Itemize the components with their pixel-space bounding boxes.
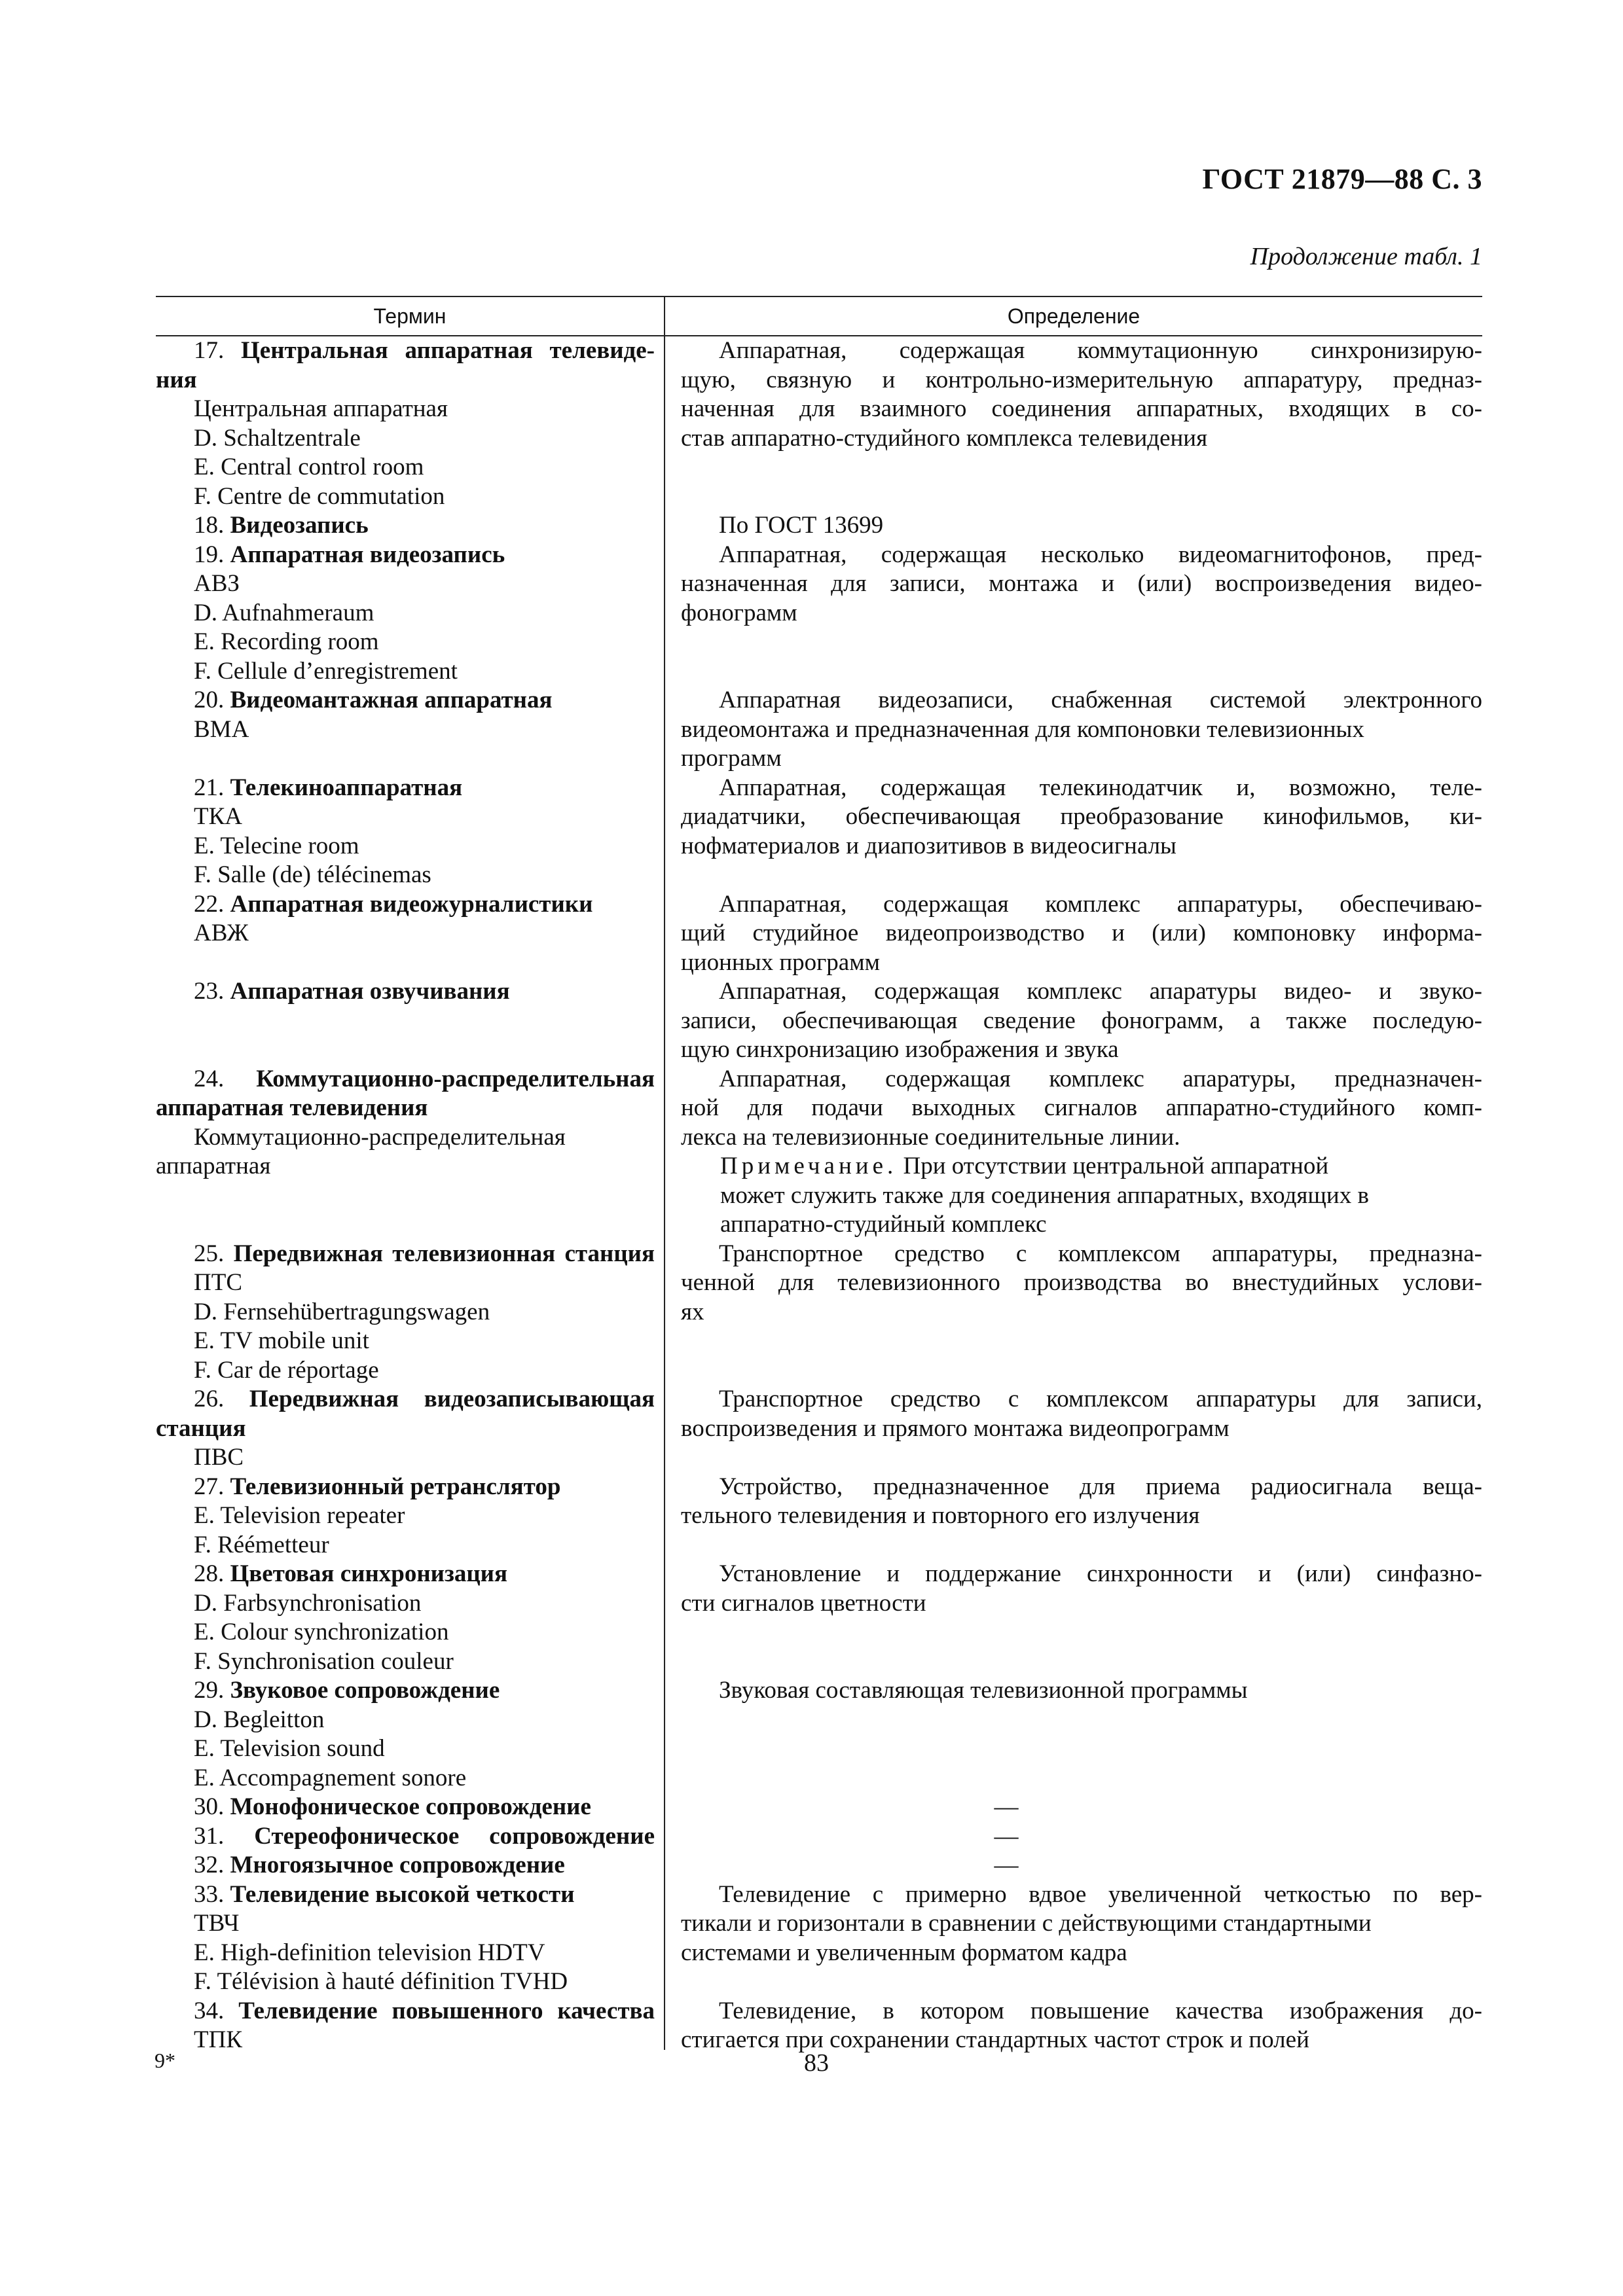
term-synonym: E. Television sound	[194, 1735, 385, 1762]
term-number: 21.	[194, 774, 230, 801]
term-title	[156, 1473, 655, 1502]
term-number: 34.	[194, 1997, 239, 2024]
term-cell	[156, 1473, 664, 1560]
definition-line: Аппаратная, содержащая телекинодатчик и, возможно, теле-	[719, 774, 1482, 801]
term-number: 24.	[194, 1065, 257, 1092]
definition-line: щий студийное видеопроизводство и (или) компоновку информа-	[681, 920, 1482, 946]
term-number: 28.	[194, 1560, 230, 1587]
term-cell	[156, 977, 664, 1065]
term-name: Телевидение высокой четкости	[230, 1880, 575, 1908]
term-number: 33.	[194, 1880, 230, 1908]
term-title	[156, 1240, 655, 1269]
term-synonym: F. Centre de commutation	[194, 482, 445, 510]
term-synonym: E. Recording room	[194, 628, 379, 655]
definition-dash: —	[994, 1793, 1019, 1820]
term-synonym: Центральная аппаратная	[194, 395, 448, 422]
term-cell	[156, 1676, 664, 1793]
definition-cell	[664, 686, 1482, 774]
term-title	[156, 1880, 655, 1910]
definition-line	[681, 861, 1482, 890]
definition-cell	[664, 1851, 1482, 1880]
term-synonym	[156, 1007, 655, 1036]
term-cell	[156, 774, 664, 890]
table-row	[156, 686, 1482, 774]
term-synonym	[156, 948, 655, 978]
definition-line: Аппаратная, содержащая коммутационную синхронизирую-	[719, 337, 1482, 364]
table-header-row	[156, 297, 1482, 336]
term-name: Монофоническое сопровождение	[230, 1793, 591, 1820]
term-cell	[156, 1793, 664, 1822]
term-synonym	[156, 1210, 655, 1240]
term-title	[156, 977, 655, 1007]
definition-line: фонограмм	[681, 599, 797, 626]
term-cell	[156, 890, 664, 978]
term-title	[156, 1385, 655, 1414]
term-name: Многоязычное сопровождение	[230, 1852, 565, 1878]
table-row	[156, 1997, 1482, 2055]
note-line: может служить также для соединения аппаратных, входящих в	[720, 1181, 1369, 1209]
term-name-continued: ния	[156, 366, 197, 393]
table-continuation-label: Продолжение табл. 1	[1250, 243, 1482, 270]
definition-line: сти сигналов цветности	[681, 1589, 926, 1617]
term-synonym: D. Farbsynchronisation	[194, 1589, 422, 1617]
definition-cell	[664, 336, 1482, 511]
definition-line: Транспортное средство с комплексом аппаратуры, предназна-	[719, 1240, 1482, 1267]
table-row	[156, 1793, 1482, 1822]
definition-line	[681, 628, 1482, 657]
definition-line: нофматериалов и диапозитивов в видеосигналы	[681, 832, 1176, 859]
term-synonym: D. Begleitton	[194, 1706, 325, 1733]
term-title	[156, 774, 655, 803]
definition-line: назначенная для записи, монтажа и (или) воспроизведения видео-	[681, 570, 1482, 597]
table-row	[156, 1385, 1482, 1473]
term-title	[156, 511, 655, 541]
definition-line: видеомонтажа и предназначенная для компоновки телевизионных	[681, 715, 1364, 743]
term-name: Передвижная видеозаписывающая	[249, 1386, 655, 1412]
definition-cell	[664, 1676, 1482, 1793]
definition-line: системами и увеличенным форматом кадра	[681, 1939, 1127, 1966]
term-name: Звуковое сопровождение	[230, 1677, 500, 1704]
page-number: 83	[804, 2049, 829, 2077]
term-synonym: F. Réémetteur	[194, 1531, 329, 1558]
definition-line: тикали и горизонтали в сравнении с действующими стандартными	[681, 1910, 1372, 1937]
term-title	[156, 1822, 655, 1852]
definition-line	[681, 1734, 1482, 1764]
term-name: Цветовая синхронизация	[230, 1560, 507, 1587]
term-name: Телекиноаппаратная	[230, 774, 463, 801]
definition-line: Телевидение с примерно вдвое увеличенной четкостью по вер-	[719, 1880, 1482, 1908]
term-synonym: АВЗ	[194, 570, 240, 597]
term-title	[156, 1676, 655, 1706]
definition-line	[681, 1764, 1482, 1793]
definition-cell	[664, 1240, 1482, 1386]
definition-cell	[664, 1385, 1482, 1473]
definition-line	[681, 657, 1482, 687]
term-synonym: АВЖ	[194, 920, 249, 946]
table-row	[156, 1822, 1482, 1852]
term-number: 17.	[194, 337, 241, 364]
definition-line: ях	[681, 1298, 704, 1325]
term-synonym: ТКА	[194, 803, 242, 830]
term-name: Стереофоническое сопровождение	[254, 1822, 655, 1850]
definition-line: Телевидение, в котором повышение качества изображения до-	[719, 1997, 1482, 2024]
term-synonym: F. Télévision à hauté définition TVHD	[194, 1968, 568, 1995]
definition-line: Устройство, предназначенное для приема радиосигнала веща-	[719, 1473, 1482, 1500]
definition-line: Транспортное средство с комплексом аппаратуры для записи,	[719, 1386, 1482, 1412]
definition-line: Аппаратная, содержащая комплекс апаратуры, предназначен-	[719, 1065, 1482, 1092]
term-number: 19.	[194, 541, 230, 568]
table-row	[156, 1240, 1482, 1386]
term-number: 18.	[194, 512, 230, 539]
term-name: Телевизионный ретранслятор	[230, 1473, 561, 1500]
term-title	[156, 1851, 655, 1880]
column-header-definition: Определение	[1007, 304, 1140, 328]
term-synonym: E. Television repeater	[194, 1502, 405, 1529]
term-synonym	[156, 1181, 655, 1211]
term-name: Аппаратная озвучивания	[230, 978, 510, 1005]
table-row	[156, 890, 1482, 978]
definition-line: По ГОСТ 13699	[719, 512, 884, 539]
term-number: 23.	[194, 978, 230, 1005]
definition-line	[681, 1618, 1482, 1647]
definition-line: Установление и поддержание синхронности и (или) синфазно-	[719, 1560, 1482, 1587]
definition-line: Аппаратная видеозаписи, снабженная системой электронного	[719, 687, 1482, 713]
term-synonym: ТПК	[194, 2026, 242, 2053]
definition-cell	[664, 977, 1482, 1065]
term-synonym: E. Accompagnement sonore	[194, 1764, 467, 1791]
term-number: 26.	[194, 1386, 249, 1412]
definition-line: воспроизведения и прямого монтажа видеопрограмм	[681, 1414, 1230, 1442]
term-cell	[156, 511, 664, 541]
definition-cell	[664, 1560, 1482, 1676]
term-cell	[156, 1822, 664, 1852]
definition-line	[681, 1443, 1482, 1473]
definition-line	[681, 1531, 1482, 1560]
term-title	[156, 890, 655, 920]
definition-line	[681, 1967, 1482, 1997]
term-synonym: ВМА	[194, 715, 249, 743]
term-synonym: D. Aufnahmeraum	[194, 599, 374, 626]
term-number: 29.	[194, 1677, 230, 1704]
definition-line	[681, 482, 1482, 512]
term-synonym-continued: аппаратная	[156, 1153, 271, 1179]
table-row	[156, 1560, 1482, 1676]
table-row	[156, 774, 1482, 890]
term-synonym: F. Synchronisation couleur	[194, 1647, 454, 1675]
definition-dash: —	[994, 1822, 1019, 1850]
term-cell	[156, 1880, 664, 1997]
table-row	[156, 541, 1482, 687]
definition-line: ченной для телевизионного производства во внестудийных услови-	[681, 1269, 1482, 1296]
definition-line	[681, 1327, 1482, 1356]
term-synonym	[156, 1035, 655, 1065]
definition-line: диадатчики, обеспечивающая преобразование кинофильмов, ки-	[681, 803, 1482, 830]
term-synonym: ПВС	[194, 1444, 244, 1471]
term-synonym: D. Schaltzentrale	[194, 424, 361, 452]
definition-dash: —	[994, 1852, 1019, 1878]
table-row	[156, 1473, 1482, 1560]
definition-line: став аппаратно-студийного комплекса телевидения	[681, 424, 1208, 452]
term-number: 20.	[194, 687, 230, 713]
term-number: 31.	[194, 1822, 255, 1850]
definition-cell	[664, 1793, 1482, 1822]
table-row	[156, 1880, 1482, 1997]
term-name-continued: аппаратная телевидения	[156, 1094, 428, 1121]
sheet-mark: 9*	[155, 2049, 175, 2072]
definition-line: стигается при сохранении стандартных частот строк и полей	[681, 2026, 1309, 2053]
table-row	[156, 977, 1482, 1065]
term-synonym: E. Colour synchronization	[194, 1619, 449, 1645]
term-number: 25.	[194, 1240, 234, 1267]
column-header-term: Термин	[156, 297, 665, 335]
term-synonym: F. Cellule d’enregistrement	[194, 657, 458, 685]
definition-cell	[664, 1997, 1482, 2055]
definition-line: тельного телевидения и повторного его излучения	[681, 1502, 1200, 1529]
document-header: ГОСТ 21879—88 С. 3	[1202, 163, 1482, 195]
table-row	[156, 511, 1482, 541]
note-label: Примечание.	[720, 1153, 898, 1179]
term-cell	[156, 686, 664, 774]
term-synonym: D. Fernsehübertragungswagen	[194, 1298, 490, 1325]
term-name-continued: станция	[156, 1414, 246, 1442]
table-row	[156, 1065, 1482, 1240]
term-title	[156, 541, 655, 570]
term-title	[156, 686, 655, 715]
term-number: 30.	[194, 1793, 230, 1820]
term-synonym	[156, 744, 655, 774]
term-name: Передвижная телевизионная станция	[233, 1240, 655, 1267]
definition-cell	[664, 1065, 1482, 1240]
term-cell	[156, 1560, 664, 1676]
definition-cell	[664, 1473, 1482, 1560]
definition-line	[681, 453, 1482, 482]
term-number: 27.	[194, 1473, 230, 1500]
term-synonym: E. High-definition television HDTV	[194, 1939, 545, 1966]
term-title	[156, 1997, 655, 2026]
definition-cell	[664, 1880, 1482, 1997]
definition-line: Аппаратная, содержащая комплекс апаратуры видео- и звуко-	[719, 978, 1482, 1005]
term-title	[156, 1560, 655, 1589]
definition-cell	[664, 890, 1482, 978]
table-body	[156, 336, 1482, 2053]
term-name: Видеозапись	[230, 512, 369, 539]
term-cell	[156, 1851, 664, 1880]
definition-line	[681, 1706, 1482, 1735]
definition-line: щую синхронизацию изображения и звука	[681, 1036, 1119, 1063]
term-cell	[156, 1385, 664, 1473]
definition-line: наченная для взаимного соединения аппаратных, входящих в со-	[681, 395, 1482, 422]
term-number: 22.	[194, 890, 230, 918]
term-cell	[156, 1997, 664, 2055]
definition-line: программ	[681, 745, 782, 772]
table-row	[156, 1851, 1482, 1880]
definition-line: Аппаратная, содержащая комплекс аппаратуры, обеспечиваю-	[719, 890, 1482, 918]
note-line	[681, 1152, 1482, 1181]
term-synonym: E. TV mobile unit	[194, 1327, 369, 1354]
term-title	[156, 1065, 655, 1094]
definition-line	[681, 1647, 1482, 1677]
term-synonym: ТВЧ	[194, 1910, 240, 1937]
definition-line: Аппаратная, содержащая несколько видеомагнитофонов, пред-	[719, 541, 1482, 568]
term-synonym: F. Salle (de) télécinemas	[194, 861, 431, 888]
table-row	[156, 336, 1482, 511]
definition-line	[681, 1356, 1482, 1386]
term-name: Аппаратная видеозапись	[230, 541, 505, 568]
term-name: Центральная аппаратная телевиде-	[241, 337, 655, 364]
table-row	[156, 1676, 1482, 1793]
note-text: При отсутствии центральной аппаратной	[897, 1153, 1329, 1179]
terms-table	[156, 296, 1482, 2053]
term-synonym: ПТС	[194, 1269, 242, 1296]
definition-cell	[664, 1822, 1482, 1852]
column-divider	[664, 336, 665, 2050]
term-title	[156, 336, 655, 366]
term-cell	[156, 541, 664, 687]
term-name: Телевидение повышенного качества	[238, 1997, 655, 2024]
term-name: Аппаратная видеожурналистики	[230, 890, 593, 918]
definition-line: лекса на телевизионные соединительные линии.	[681, 1123, 1180, 1151]
term-cell	[156, 1240, 664, 1386]
term-synonym: E. Telecine room	[194, 832, 359, 859]
term-synonym: F. Car de réportage	[194, 1356, 379, 1384]
definition-line: ционных программ	[681, 948, 881, 976]
term-cell	[156, 1065, 664, 1240]
definition-line: щую, связную и контрольно-измерительную аппаратуру, предназ-	[681, 366, 1482, 393]
definition-line: Звуковая составляющая телевизионной программы	[719, 1677, 1248, 1704]
definition-cell	[664, 511, 1482, 541]
term-cell	[156, 336, 664, 511]
definition-cell	[664, 774, 1482, 890]
definition-line: записи, обеспечивающая сведение фонограмм, а также последую-	[681, 1007, 1482, 1034]
definition-cell	[664, 541, 1482, 687]
term-name: Видеомантажная аппаратная	[230, 687, 553, 713]
term-title	[156, 1793, 655, 1822]
term-name: Коммутационно-распределительная	[256, 1065, 655, 1092]
term-synonym: Коммутационно-распределительная	[194, 1123, 566, 1151]
term-synonym: E. Central control room	[194, 454, 424, 480]
term-number: 32.	[194, 1852, 230, 1878]
definition-line: ной для подачи выходных сигналов аппаратно-студийного комп-	[681, 1094, 1482, 1121]
note-line: аппаратно-студийный комплекс	[720, 1211, 1047, 1238]
